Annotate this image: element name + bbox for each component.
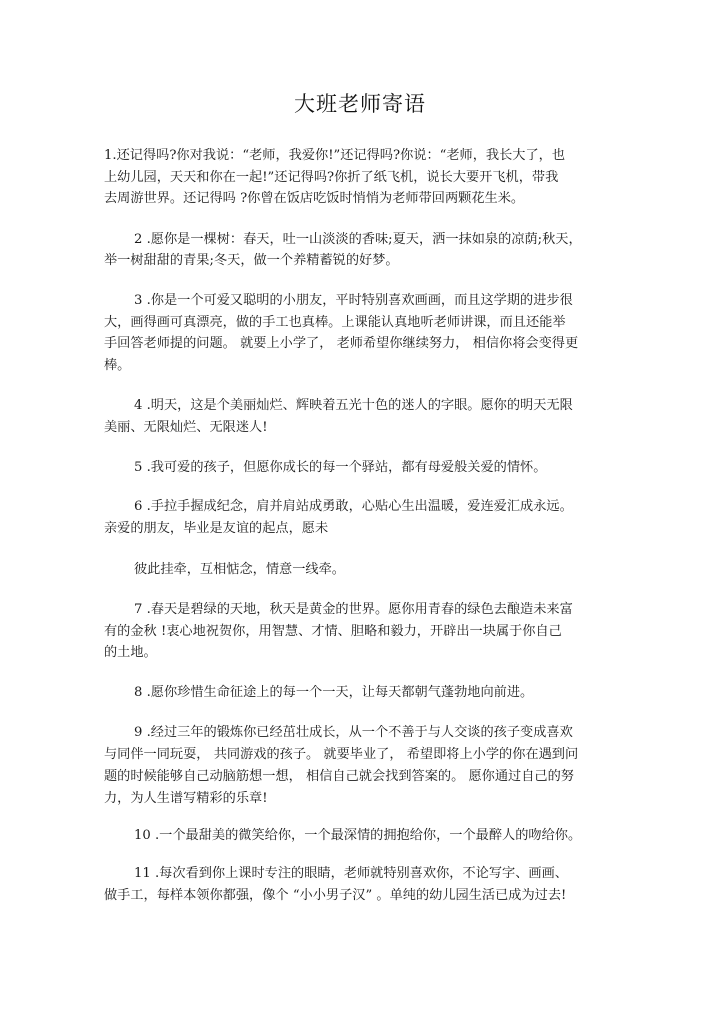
paragraph-line: 2 .愿你是一棵树：春天，吐一山淡淡的香味;夏天，洒一抹如泉的凉荫;秋天， (134, 232, 582, 247)
paragraph-line: 11 .每次看到你上课时专注的眼睛，老师就特别喜欢你，不论写字、画画、 (134, 866, 568, 881)
paragraph-line: 5 .我可爱的孩子，但愿你成长的每一个驿站，都有母爱般关爱的情怀。 (134, 460, 547, 475)
paragraph-line: 与同伴一同玩耍， 共同游戏的孩子。 就要毕业了， 希望即将上小学的你在遇到问 (104, 747, 579, 762)
paragraph-line: 9 .经过三年的锻炼你已经茁壮成长，从一个不善于与人交谈的孩子变成喜欢 (134, 725, 573, 740)
paragraph-line: 上幼儿园，天天和你在一起!”还记得吗?你折了纸飞机，说长大要开飞机，带我 (104, 170, 559, 185)
paragraph-line: 1.还记得吗?你对我说：“老师，我爱你!”还记得吗?你说：“老师，我长大了，也 (104, 148, 566, 163)
paragraph-line: 8 .愿你珍惜生命征途上的每一个一天，让每天都朝气蓬勃地向前进。 (134, 685, 534, 700)
paragraph-line: 力，为人生谱写精彩的乐章! (104, 791, 268, 806)
paragraph-line: 举一树甜甜的青果;冬天，做一个养精蓄锐的好梦。 (104, 253, 399, 268)
paragraph-line: 10 .一个最甜美的微笑给你，一个最深情的拥抱给你，一个最醉人的吻给你。 (134, 828, 582, 843)
paragraph-line: 的土地。 (104, 645, 157, 660)
paragraph-line: 3 .你是一个可爱又聪明的小朋友，平时特别喜欢画画，而且这学期的进步很 (134, 293, 573, 308)
paragraph-line: 做手工，每样本领你都强，像个 “小小男子汉” 。单纯的幼儿园生活已成为过去! (104, 888, 567, 903)
paragraph-line: 美丽、无限灿烂、无限迷人! (104, 420, 268, 435)
paragraph-line: 手回答老师提的问题。 就要上小学了， 老师希望你继续努力， 相信你将会变得更 (104, 336, 579, 351)
paragraph-line: 彼此挂牵，互相惦念，情意一线牵。 (134, 562, 345, 577)
paragraph-line: 4 .明天，这是个美丽灿烂、辉映着五光十色的迷人的字眼。愿你的明天无限 (134, 398, 573, 413)
paragraph-line: 7 .春天是碧绿的天地，秋天是黄金的世界。愿你用青春的绿色去酿造未来富 (134, 602, 573, 617)
paragraph-line: 亲爱的朋友，毕业是友谊的起点，愿未 (104, 521, 329, 536)
paragraph-line: 题的时候能够自己动脑筋想一想， 相信自己就会找到答案的。 愿你通过自己的努 (104, 769, 574, 784)
paragraph-line: 大，画得画可真漂亮，做的手工也真棒。上课能认真地听老师讲课，而且还能举 (104, 315, 566, 330)
paragraph-line: 6 .手拉手握成纪念，肩并肩站成勇敢，心贴心生出温暖，爱连爱汇成永远。 (134, 499, 573, 514)
paragraph-line: 棒。 (104, 358, 131, 373)
paragraph-line: 去周游世界。还记得吗 ?你曾在饭店吃饭时悄悄为老师带回两颗花生米。 (104, 191, 525, 206)
paragraph-line: 有的金秋 !衷心地祝贺你，用智慧、才情、胆略和毅力，开辟出一块属于你自己 (104, 624, 562, 639)
document-title: 大班老师寄语 (294, 92, 426, 116)
